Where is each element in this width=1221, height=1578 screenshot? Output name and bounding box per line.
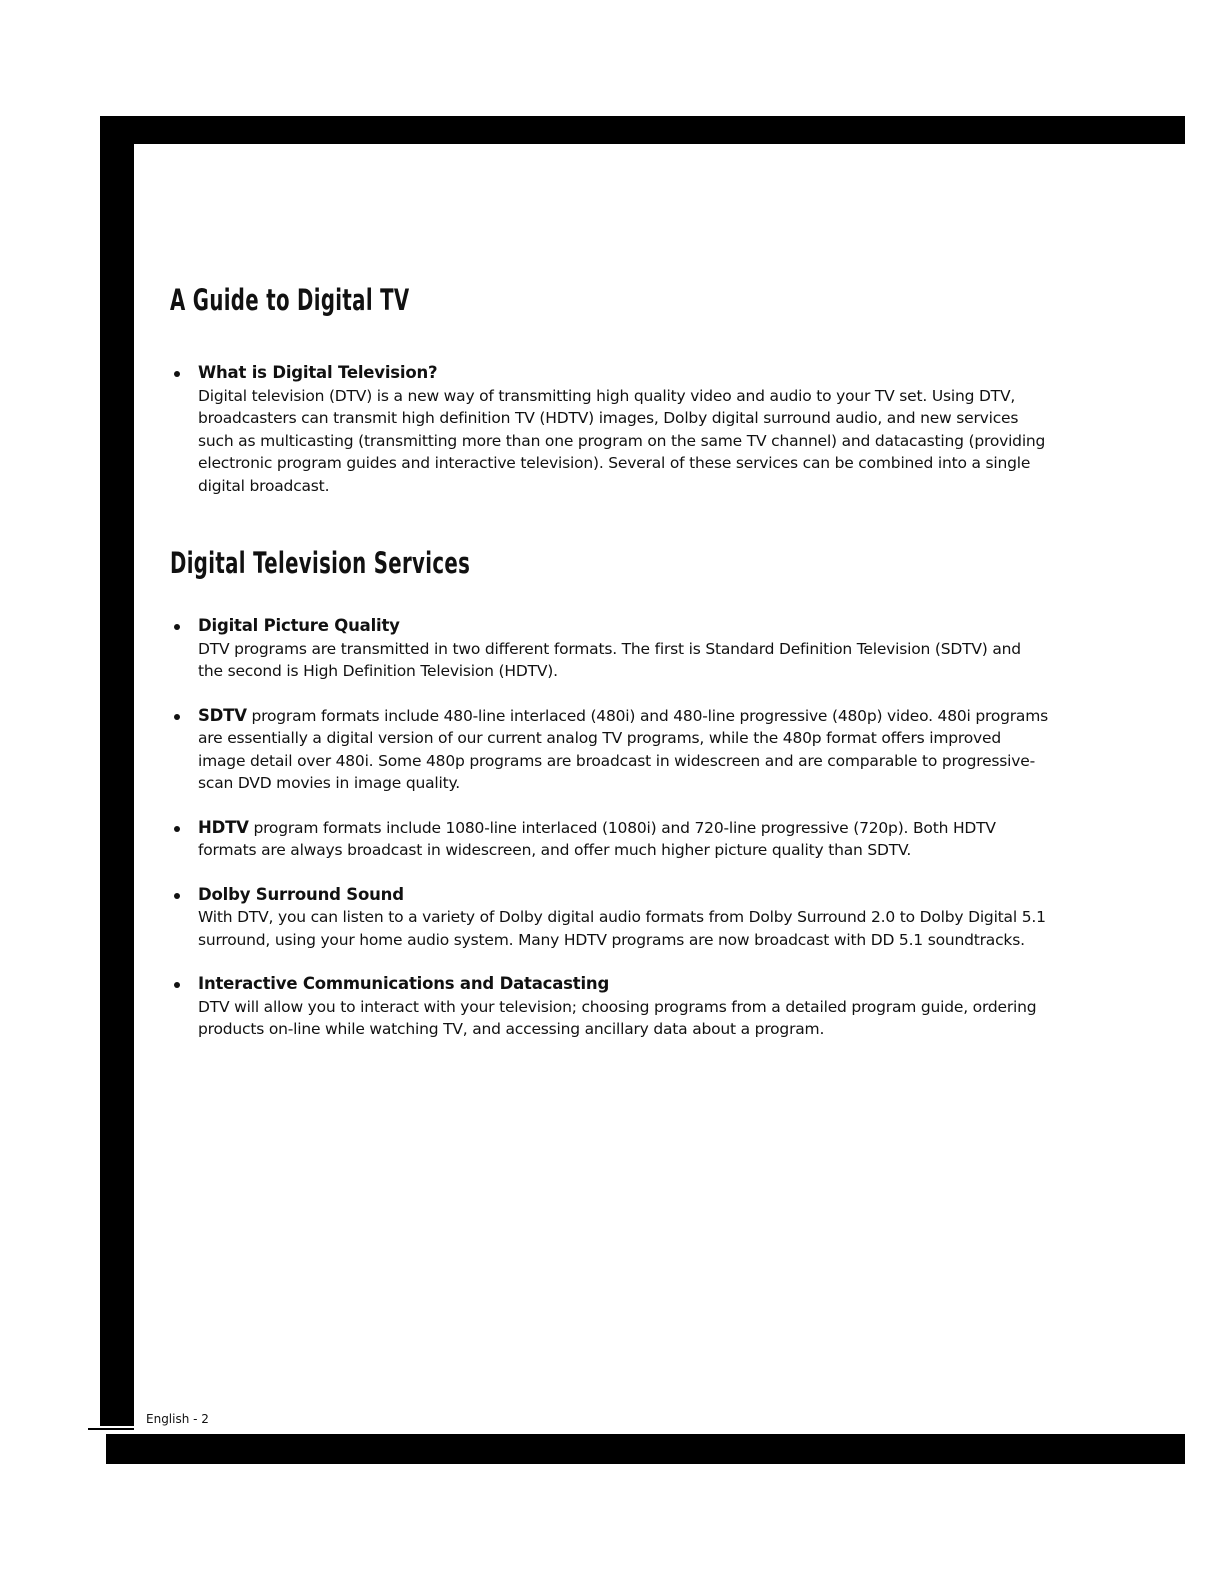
bullet-dolby-surround bbox=[170, 884, 1050, 952]
section-title-guide: A Guide to Digital TV bbox=[170, 283, 410, 317]
bullet-body: program formats include 1080-line interlaced (1080i) and 720-line progressive (720p). Both HDTV formats are always broadcast in widescreen, and offer much higher picture quality than SDTV. bbox=[198, 818, 996, 859]
top-border-bar bbox=[100, 116, 1185, 144]
bullet-body: DTV will allow you to interact with your television; choosing programs from a detailed program guide, ordering products on-line while watching TV, and accessing ancillary data about a program. bbox=[198, 997, 1037, 1038]
bullet-hdtv bbox=[170, 817, 1050, 862]
bullet-lead-term: SDTV bbox=[198, 705, 247, 725]
bullet-heading: Digital Picture Quality bbox=[198, 616, 400, 635]
bullet-lead-term: HDTV bbox=[198, 817, 249, 837]
bullet-dot-icon bbox=[174, 826, 180, 832]
bullet-dot-icon bbox=[174, 714, 180, 720]
page-content bbox=[170, 280, 1050, 1063]
bullet-picture-quality bbox=[170, 615, 1050, 683]
footer-rule bbox=[88, 1428, 134, 1430]
page-number: English - 2 bbox=[146, 1412, 209, 1426]
bullet-dot-icon bbox=[174, 893, 180, 899]
bullet-body: program formats include 480-line interlaced (480i) and 480-line progressive (480p) video. 480i programs are essentially a digital version of our current analog TV programs, while the 480p format offers improved image detail over 480i. Some 480p programs are broadcast in widescreen and are comparable to progressive-scan DVD movies in image quality. bbox=[198, 706, 1049, 792]
section-title-services: Digital Television Services bbox=[170, 546, 471, 580]
services-bullet-list bbox=[170, 615, 1050, 1041]
bottom-border-bar bbox=[106, 1434, 1185, 1464]
left-border-bar bbox=[100, 116, 134, 1426]
bullet-heading: Interactive Communications and Datacasting bbox=[198, 974, 610, 993]
bullet-body: Digital television (DTV) is a new way of transmitting high quality video and audio to your TV set. Using DTV, broadcasters can transmit high definition TV (HDTV) images, Dolby digital surround audio, and new services such as multicasting (transmitting more than one program on the same TV channel) and datacasting (providing electronic program guides and interactive television). Several of these services can be combined into a single digital broadcast. bbox=[198, 386, 1046, 495]
bullet-sdtv bbox=[170, 705, 1050, 795]
bullet-body: With DTV, you can listen to a variety of Dolby digital audio formats from Dolby Surround 2.0 to Dolby Digital 5.1 surround, using your home audio system. Many HDTV programs are now broadcast with DD 5.1 soundtracks. bbox=[198, 908, 1046, 949]
bullet-what-is-dtv bbox=[170, 362, 1050, 497]
bullet-dot-icon bbox=[174, 371, 180, 377]
bullet-heading: Dolby Surround Sound bbox=[198, 884, 404, 904]
bullet-heading: What is Digital Television? bbox=[198, 363, 438, 382]
guide-bullet-list bbox=[170, 362, 1050, 497]
bullet-body: DTV programs are transmitted in two different formats. The first is Standard Definition Television (SDTV) and the second is High Definition Television (HDTV). bbox=[198, 639, 1021, 680]
bullet-dot-icon bbox=[174, 624, 180, 630]
bullet-interactive bbox=[170, 973, 1050, 1041]
bullet-dot-icon bbox=[174, 982, 180, 988]
